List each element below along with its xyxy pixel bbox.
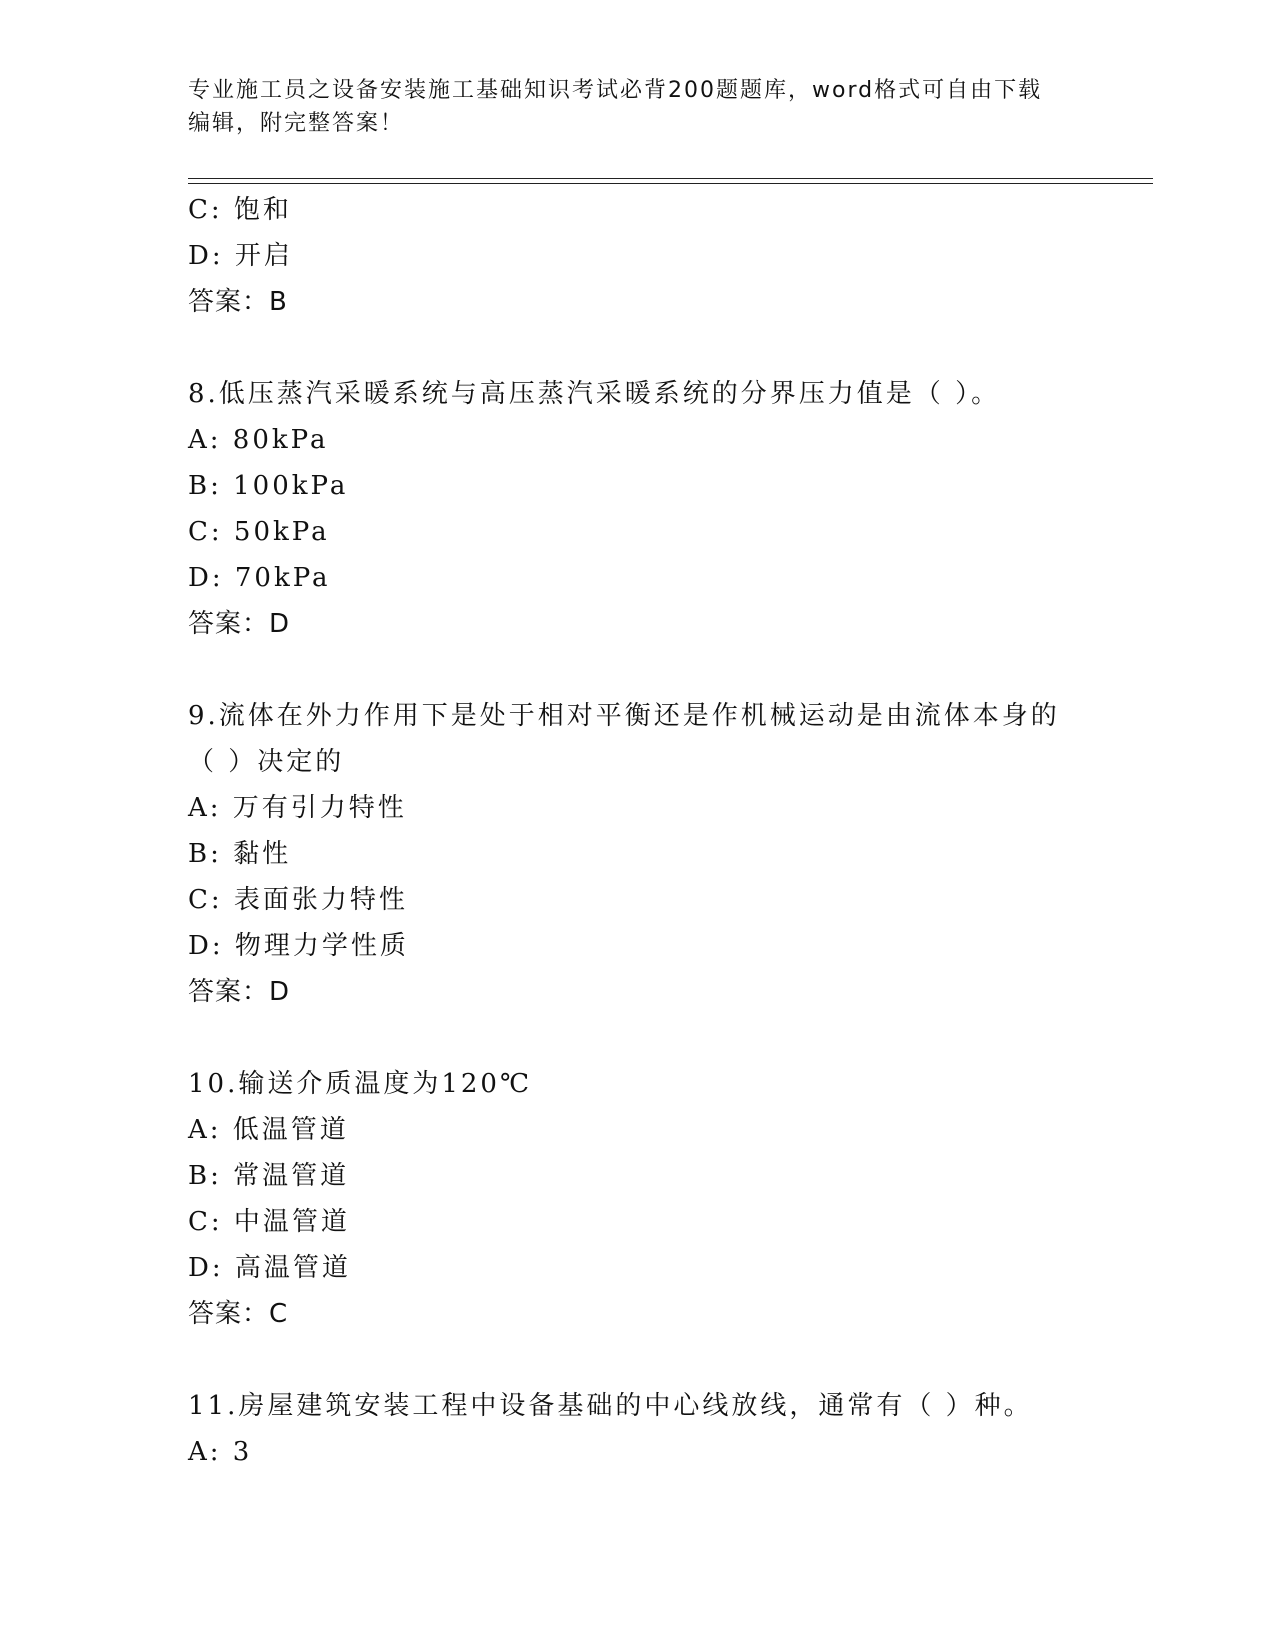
option-b: B: 常温管道 [188,1161,350,1191]
question-stem: 10.输送介质温度为120℃ [188,1069,533,1099]
question-stem: 11.房屋建筑安装工程中设备基础的中心线放线，通常有（ ）种。 [188,1391,1033,1421]
option-c: C: 50kPa [188,517,330,547]
answer-line: 答案：D [188,609,291,639]
answer-line: 答案：C [188,1299,289,1329]
question-gap [188,647,1148,693]
question-block-11 [188,1383,1148,1475]
option-d: D: 70kPa [188,563,331,593]
option-a: A: 3 [188,1437,253,1467]
question-list [188,187,1148,1475]
option-b: B: 100kPa [188,471,349,501]
header-divider-bottom [188,183,1153,184]
document-header [188,74,1088,140]
option-c: C: 表面张力特性 [188,885,408,915]
option-a: A: 低温管道 [188,1115,349,1145]
question-block-8 [188,371,1148,647]
option-c: C: 中温管道 [188,1207,350,1237]
question-stem: （ ）决定的 [188,747,345,777]
option-a: A: 万有引力特性 [188,793,407,823]
header-line-1: 专业施工员之设备安装施工基础知识考试必背200题题库，word格式可自由下载 [188,78,1043,103]
option-a: A: 80kPa [188,425,329,455]
header-line-2: 编辑，附完整答案！ [188,111,405,136]
answer-line: 答案：D [188,977,291,1007]
header-divider-top [188,178,1153,179]
question-stem: 8.低压蒸汽采暖系统与高压蒸汽采暖系统的分界压力值是（ ）。 [188,379,1001,409]
option-d: D: 高温管道 [188,1253,351,1283]
question-block-continued [188,187,1148,325]
option-d: D: 物理力学性质 [188,931,409,961]
question-stem: 9.流体在外力作用下是处于相对平衡还是作机械运动是由流体本身的 [188,701,1060,731]
option-d: D: 开启 [188,241,293,271]
option-c: C: 饱和 [188,195,292,225]
question-block-9 [188,693,1148,1015]
option-b: B: 黏性 [188,839,292,869]
question-gap [188,1337,1148,1383]
question-block-10 [188,1061,1148,1337]
answer-line: 答案：B [188,287,288,317]
question-gap [188,1015,1148,1061]
question-gap [188,325,1148,371]
